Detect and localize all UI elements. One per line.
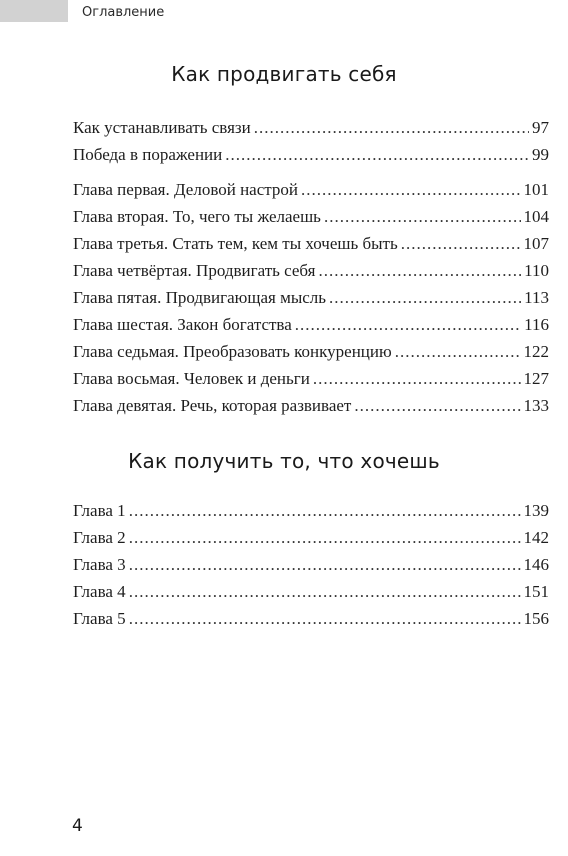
toc-entry[interactable] xyxy=(73,176,549,203)
toc-entry-title: Глава 1 xyxy=(73,501,126,520)
toc-entry-page: 156 xyxy=(523,609,549,628)
dot-leader xyxy=(354,392,520,419)
toc-entry-page: 104 xyxy=(523,207,549,226)
toc-entry-page: 97 xyxy=(532,118,549,137)
dot-leader xyxy=(318,257,521,284)
dot-leader xyxy=(301,176,520,203)
toc-entry-page: 116 xyxy=(524,315,549,334)
dot-leader xyxy=(129,524,521,551)
header-tab-block xyxy=(0,0,68,22)
toc-entry-page: 122 xyxy=(523,342,549,361)
toc-entry[interactable] xyxy=(73,524,549,551)
toc-entry[interactable] xyxy=(73,605,549,632)
toc-entry-title: Глава пятая. Продвигающая мысль xyxy=(73,288,327,307)
toc-entry[interactable] xyxy=(73,497,549,524)
dot-leader xyxy=(129,497,521,524)
toc-entry[interactable] xyxy=(73,551,549,578)
toc-entry[interactable] xyxy=(73,230,549,257)
toc-entry-title: Глава вторая. То, чего ты желаешь xyxy=(73,207,321,226)
toc-entry-title: Глава третья. Стать тем, кем ты хочешь быть xyxy=(73,234,398,253)
toc-entry-title: Победа в поражении xyxy=(73,145,223,164)
toc-entry[interactable] xyxy=(73,311,549,338)
toc-entry-title: Глава восьмая. Человек и деньги xyxy=(73,369,310,388)
toc-entry-page: 127 xyxy=(523,369,549,388)
section-title: Как продвигать себя xyxy=(171,62,397,86)
dot-leader xyxy=(129,578,521,605)
page-number: 4 xyxy=(72,816,83,836)
dot-leader xyxy=(295,311,521,338)
dot-leader xyxy=(329,284,521,311)
toc-entry-title: Глава первая. Деловой настрой xyxy=(73,180,299,199)
toc-entry-page: 146 xyxy=(523,555,549,574)
toc-entry-title: Глава четвёртая. Продвигать себя xyxy=(73,261,316,280)
toc-entry-page: 107 xyxy=(523,234,549,253)
toc-list xyxy=(73,497,549,632)
toc-entry-title: Глава 4 xyxy=(73,582,126,601)
dot-leader xyxy=(313,365,521,392)
toc-entry-page: 110 xyxy=(524,261,549,280)
toc-entry-page: 101 xyxy=(523,180,549,199)
toc-entry-title: Глава девятая. Речь, которая развивает xyxy=(73,396,352,415)
dot-leader xyxy=(225,141,529,168)
toc-entry-page: 151 xyxy=(523,582,549,601)
toc-entry[interactable] xyxy=(73,284,549,311)
toc-entry[interactable] xyxy=(73,114,549,141)
toc-entry-title: Как устанавливать связи xyxy=(73,118,251,137)
toc-entry-page: 133 xyxy=(523,396,549,415)
dot-leader xyxy=(129,551,521,578)
dot-leader xyxy=(254,114,529,141)
dot-leader xyxy=(129,605,521,632)
toc-entry[interactable] xyxy=(73,365,549,392)
dot-leader xyxy=(324,203,521,230)
running-head: Оглавление xyxy=(82,5,165,20)
toc-entry[interactable] xyxy=(73,203,549,230)
section-title: Как получить то, что хочешь xyxy=(128,449,440,473)
toc-entry-title: Глава 2 xyxy=(73,528,126,547)
toc-entry-title: Глава седьмая. Преобразовать конкуренцию xyxy=(73,342,392,361)
toc-entry[interactable] xyxy=(73,141,549,168)
toc-entry-page: 142 xyxy=(523,528,549,547)
toc-entry-page: 139 xyxy=(523,501,549,520)
toc-entry-title: Глава шестая. Закон богатства xyxy=(73,315,292,334)
toc-entry[interactable] xyxy=(73,392,549,419)
toc-entry[interactable] xyxy=(73,338,549,365)
dot-leader xyxy=(401,230,521,257)
toc-entry-title: Глава 3 xyxy=(73,555,126,574)
toc-entry-page: 99 xyxy=(532,145,549,164)
toc-entry-page: 113 xyxy=(524,288,549,307)
toc-list xyxy=(73,114,549,419)
toc-entry[interactable] xyxy=(73,578,549,605)
toc-entry-title: Глава 5 xyxy=(73,609,126,628)
toc-entry[interactable] xyxy=(73,257,549,284)
dot-leader xyxy=(395,338,521,365)
